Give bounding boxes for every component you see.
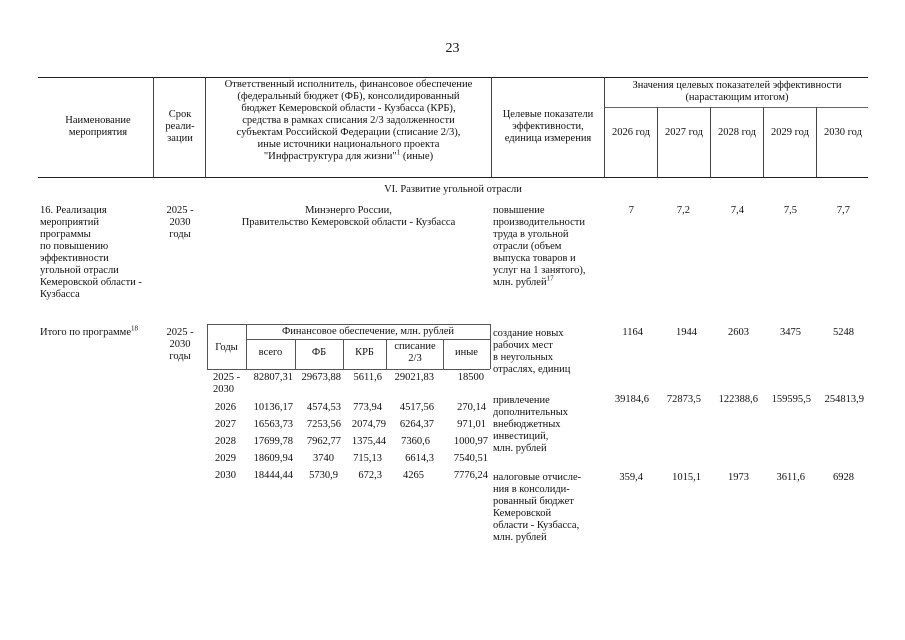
total-indicator-line: внебюджетных xyxy=(493,419,561,430)
header-name: Наименование мероприятия xyxy=(65,115,131,138)
fin-cell: 6264,37 xyxy=(399,419,434,430)
fin-cell: 10136,17 xyxy=(253,402,293,413)
fin-cell: 4574,53 xyxy=(306,402,341,413)
header-year: 2029 год xyxy=(771,127,809,138)
row16-term-line: 2025 - xyxy=(166,205,194,216)
header-divider xyxy=(604,77,605,177)
header-executor-line: "Инфраструктура для жизни" xyxy=(263,151,397,162)
fin-year xyxy=(213,372,240,396)
header-divider xyxy=(710,107,711,177)
fin-cell: 7540,51 xyxy=(453,453,488,464)
total-indicator-line: создание новых xyxy=(493,328,564,339)
total-value: 1973 xyxy=(728,472,749,483)
header-executor-line: (федеральный бюджет (ФБ), консолидированный xyxy=(237,91,460,102)
header-divider xyxy=(491,77,492,177)
row16-indicator-line: выпуска товаров и xyxy=(493,253,576,264)
section-title: VI. Развитие угольной отрасли xyxy=(384,184,522,195)
header-year: 2027 год xyxy=(665,127,703,138)
fin-cell: 715,13 xyxy=(353,453,382,464)
header-executor-line: Ответственный исполнитель, финансовое обеспечение xyxy=(224,79,473,90)
total-value: 159595,5 xyxy=(771,394,811,405)
header-executor-line: бюджет Кемеровской области - Кузбасса (КРБ), xyxy=(241,103,456,114)
fin-year-line: 2030 xyxy=(213,384,234,395)
header-bottom-rule xyxy=(38,177,868,178)
total-value: 122388,6 xyxy=(718,394,758,405)
fin-cell: 6614,3 xyxy=(405,453,434,464)
header-executor-tail: (иные) xyxy=(400,151,434,162)
fin-title: Финансовое обеспечение, млн. рублей xyxy=(282,326,454,337)
row16-name-line: Кемеровской области - xyxy=(40,277,142,288)
row16-name-line: эффективности xyxy=(40,253,109,264)
fin-cell: 18500 xyxy=(457,372,484,383)
row16-executor-line: Правительство Кемеровской области - Кузбасса xyxy=(241,217,456,228)
fin-year: 2028 xyxy=(215,436,236,447)
header-divider xyxy=(816,107,817,177)
footnote-mark: 18 xyxy=(130,324,138,333)
header-values: Значения целевых показателей эффективности (нарастающим итогом) xyxy=(632,80,842,103)
row16-name-line: мероприятий xyxy=(40,217,99,228)
row16-indicator-line: млн. рублей xyxy=(493,277,547,288)
fin-cell: 7776,24 xyxy=(453,470,488,481)
total-name xyxy=(40,324,155,339)
row16-term-line: годы xyxy=(169,229,191,240)
total-term xyxy=(155,327,205,363)
total-indicator xyxy=(493,472,605,544)
fin-col-header: ФБ xyxy=(311,347,327,358)
total-value: 1015,1 xyxy=(672,472,701,483)
fin-year: 2029 xyxy=(215,453,236,464)
fin-cell: 29673,88 xyxy=(301,372,341,383)
row16-indicator-line: повышение xyxy=(493,205,545,216)
total-indicator-line: дополнительных xyxy=(493,407,569,418)
header-year: 2030 год xyxy=(824,127,862,138)
table-top-rule xyxy=(38,77,868,78)
fin-year: 2026 xyxy=(215,402,236,413)
row16-name-line: угольной отрасли xyxy=(40,265,119,276)
fin-divider xyxy=(386,339,387,369)
row16-name-line: программы xyxy=(40,229,91,240)
total-value: 6928 xyxy=(833,472,854,483)
row16-term-line: 2030 xyxy=(169,217,191,228)
fin-col-header: всего xyxy=(258,347,283,358)
total-indicator-line: налоговые отчисле- xyxy=(493,472,582,483)
total-value: 254813,9 xyxy=(824,394,864,405)
total-value: 359,4 xyxy=(619,472,643,483)
row16-executor xyxy=(206,205,491,229)
total-indicator-line: Кемеровской xyxy=(493,508,552,519)
fin-cell: 16563,73 xyxy=(253,419,293,430)
fin-col-header: КРБ xyxy=(355,347,374,358)
total-indicator-line: отраслях, единиц xyxy=(493,364,571,375)
row16-indicator-line: производительности xyxy=(493,217,585,228)
fin-table-header-rule xyxy=(207,369,490,370)
row16-indicator-line: услуг на 1 занятого), xyxy=(493,265,586,276)
fin-cell: 773,94 xyxy=(353,402,382,413)
row16-value: 7,7 xyxy=(836,205,850,216)
row16-indicator-line: труда в угольной xyxy=(493,229,569,240)
total-indicator-line: рабочих мест xyxy=(493,340,553,351)
fin-cell: 4265 xyxy=(403,470,424,481)
header-executor-line: средства в рамках списания 2/3 задолженности xyxy=(242,115,455,126)
fin-cell: 1000,97 xyxy=(453,436,488,447)
fin-cell: 5730,9 xyxy=(309,470,338,481)
fin-cell: 3740 xyxy=(313,453,334,464)
fin-cell: 17699,78 xyxy=(253,436,293,447)
fin-col-header: иные xyxy=(455,347,478,358)
fin-cell: 4517,56 xyxy=(399,402,434,413)
total-indicator-line: рованный бюджет xyxy=(493,496,574,507)
total-indicator-line: млн. рублей xyxy=(493,443,547,454)
values-subheader-rule xyxy=(604,107,868,108)
row16-indicator-line: отрасли (объем xyxy=(493,241,562,252)
fin-cell: 18609,94 xyxy=(253,453,293,464)
fin-col-header: списание 2/3 xyxy=(394,341,436,364)
header-term: Срок реали-зации xyxy=(165,109,195,144)
fin-cell: 971,01 xyxy=(457,419,486,430)
row16-value: 7 xyxy=(628,205,634,216)
total-value: 3611,6 xyxy=(776,472,805,483)
total-indicator-line: ния в консолиди- xyxy=(493,484,570,495)
total-value: 1944 xyxy=(676,327,697,338)
fin-cell: 672,3 xyxy=(358,470,382,481)
total-value: 39184,6 xyxy=(614,394,649,405)
fin-cell: 270,14 xyxy=(457,402,486,413)
total-term-line: 2025 - xyxy=(166,327,194,338)
fin-year-line: 2025 - xyxy=(213,372,241,383)
row16-executor-line: Минэнерго России, xyxy=(305,205,392,216)
total-value: 5248 xyxy=(833,327,854,338)
row16-value: 7,4 xyxy=(730,205,744,216)
page-number: 23 xyxy=(445,41,460,56)
row16-value: 7,2 xyxy=(676,205,690,216)
total-value: 2603 xyxy=(728,327,749,338)
row16-name-line: Кузбасса xyxy=(40,289,80,300)
total-indicator-line: млн. рублей xyxy=(493,532,547,543)
header-divider xyxy=(153,77,154,177)
total-indicator-line: инвестиций, xyxy=(493,431,549,442)
fin-cell: 5611,6 xyxy=(353,372,382,383)
header-executor xyxy=(206,79,491,163)
header-executor-line: субъектам Российской Федерации (списание 2/3), xyxy=(236,127,461,138)
header-year: 2028 год xyxy=(718,127,756,138)
total-indicator-line: привлечение xyxy=(493,395,550,406)
total-value: 1164 xyxy=(622,327,643,338)
header-executor-line: иные источники национального проекта xyxy=(257,139,440,150)
fin-cell: 82807,31 xyxy=(253,372,293,383)
total-name-text: Итого по программе xyxy=(40,327,131,338)
total-indicator-line: области - Кузбасса, xyxy=(493,520,580,531)
header-divider xyxy=(657,107,658,177)
row16-name-line: по повышению xyxy=(40,241,109,252)
fin-year: 2030 xyxy=(215,470,236,481)
header-targets: Целевые показатели эффективности, единица измерения xyxy=(502,109,594,144)
row16-term xyxy=(155,205,205,241)
total-term-line: годы xyxy=(169,351,191,362)
total-value: 3475 xyxy=(780,327,801,338)
total-term-line: 2030 xyxy=(169,339,191,350)
fin-table-title-rule xyxy=(246,339,490,340)
fin-cell: 18444,44 xyxy=(253,470,293,481)
fin-year: 2027 xyxy=(215,419,236,430)
footnote-mark: 17 xyxy=(546,274,554,283)
fin-cell: 29021,83 xyxy=(394,372,434,383)
fin-cell: 1375,44 xyxy=(351,436,386,447)
fin-divider xyxy=(490,324,491,369)
total-indicator-line: в неугольных xyxy=(493,352,553,363)
fin-cell: 7962,77 xyxy=(306,436,341,447)
header-divider xyxy=(763,107,764,177)
fin-cell: 7253,56 xyxy=(306,419,341,430)
total-indicator xyxy=(493,395,605,455)
footnote-mark: 1 xyxy=(396,148,401,157)
row16-name xyxy=(40,205,155,301)
row16-indicator xyxy=(493,205,605,289)
fin-table-top xyxy=(207,324,490,325)
row16-value: 7,5 xyxy=(783,205,797,216)
total-value: 72873,5 xyxy=(666,394,701,405)
row16-name-line: 16. Реализация xyxy=(40,205,107,216)
fin-cell: 7360,6 xyxy=(401,436,430,447)
fin-cell: 2074,79 xyxy=(351,419,386,430)
fin-col-years: Годы xyxy=(215,342,238,353)
total-indicator xyxy=(493,328,605,376)
header-year: 2026 год xyxy=(612,127,650,138)
